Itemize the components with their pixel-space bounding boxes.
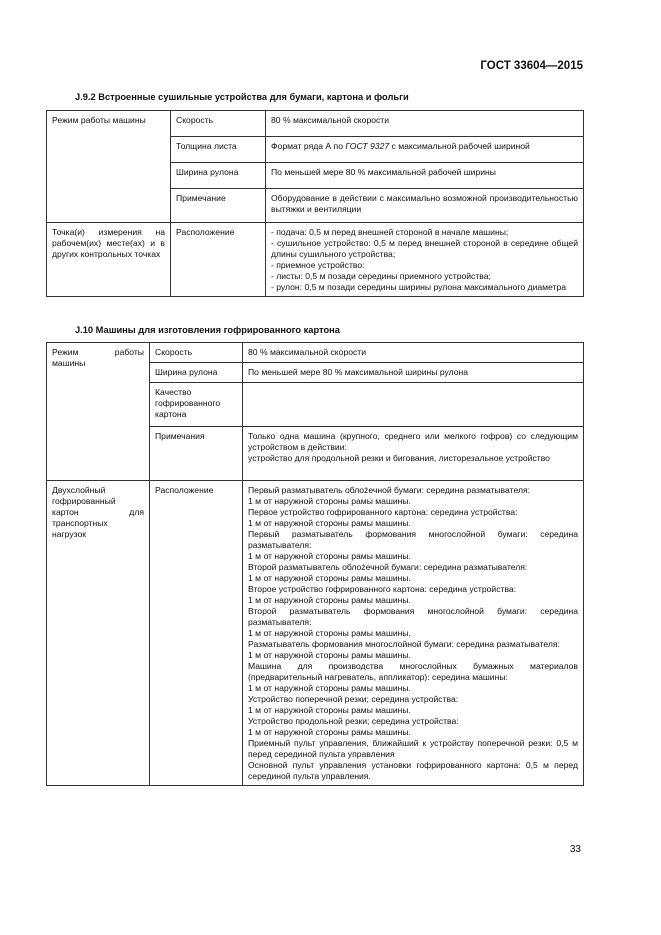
note-text: Только одна машина (крупного, среднего или мелкого гофров) со следующим устройством в действии: (248, 431, 578, 452)
location-line: 1 м от наружной стороны рамы машины. (248, 650, 411, 660)
document-code: ГОСТ 33604—2015 (480, 60, 583, 72)
location-line: Машина для производства многослойных бумажных материалов (предварительный нагреватель, аппликатор): середина машины: (248, 661, 578, 682)
value-cell (266, 137, 584, 163)
location-line: 1 м от наружной стороны рамы машины. (248, 727, 411, 737)
param-cell: Примечания (150, 427, 243, 481)
location-line: Приемный пульт управления, ближайший к устройству поперечной резки: 0,5 м перед серединой пульта управления (248, 738, 578, 759)
location-line: 1 м от наружной стороны рамы машины. (248, 496, 411, 506)
value-cell: По меньшей мере 80 % максимальной ширины рулона (243, 363, 584, 383)
location-cell (243, 481, 584, 786)
table-row (47, 481, 584, 786)
location-line: Первое устройство гофрированного картона: середина устройства: (248, 507, 518, 517)
table-row (47, 111, 584, 137)
points-cell: Двухслойный гофрированный картон для транспортных нагрузок (47, 481, 150, 786)
location-line: 1 м от наружной стороны рамы машины. (248, 551, 411, 561)
location-line: Второе устройство гофрированного картона: середина устройства: (248, 584, 517, 594)
param-cell: Примечание (171, 189, 266, 223)
param-cell: Скорость (150, 343, 243, 363)
location-line: Второй разматыватель формования многослойной бумаги: середина разматывателя: (248, 606, 578, 627)
section-title-j92: J.9.2 Встроенные сушильные устройства для бумаги, картона и фольги (75, 92, 409, 102)
location-line: Устройство продольной резки; середина устройства: (248, 716, 459, 726)
table-j92 (46, 110, 584, 297)
location-line: - подача: 0,5 м перед внешней стороной в начале машины; (271, 227, 509, 237)
param-cell: Ширина рулона (171, 163, 266, 189)
mode-cell: Режим работы машины (47, 343, 150, 481)
value-text: Формат ряда А по (271, 141, 346, 151)
section-title-j10: J.10 Машины для изготовления гофрированного картона (75, 325, 340, 335)
location-line: Первый разматыватель формования многослойной бумаги: середина разматывателя: (248, 529, 578, 550)
location-line: 1 м от наружной стороны рамы машины. (248, 518, 411, 528)
value-cell: Оборудование в действии с максимально возможной производительностью вытяжки и вентиляции (266, 189, 584, 223)
location-line: Основной пульт управления установки гофрированного картона: 0,5 м перед серединой пульта управления. (248, 760, 578, 781)
mode-cell: Режим работы машины (47, 111, 171, 223)
page-number: 33 (569, 844, 581, 855)
param-cell: Ширина рулона (150, 363, 243, 383)
value-cell: 80 % максимальной скорости (243, 343, 584, 363)
standard-reference: ГОСТ 9327 (345, 141, 390, 151)
location-line: 1 м от наружной стороны рамы машины. (248, 705, 411, 715)
value-cell (243, 427, 584, 481)
table-row (47, 223, 584, 297)
param-cell: Качество гофрированного картона (150, 383, 243, 427)
note-text: устройство для продольной резки и бигования, листорезальное устройство (248, 453, 550, 463)
location-line: 1 м от наружной стороны рамы машины. (248, 683, 411, 693)
location-line: - листы: 0,5 м позади середины приемного устройства; (271, 271, 491, 281)
location-cell (266, 223, 584, 297)
points-cell: Точка(и) измерения на рабочем(их) месте(ах) и в других контрольных точках (47, 223, 171, 297)
value-cell: По меньшей мере 80 % максимальной рабочей ширины (266, 163, 584, 189)
location-line: Второй разматыватель облоżечной бумаги: середина разматывателя: (248, 562, 528, 572)
param-cell: Скорость (171, 111, 266, 137)
location-line: 1 м от наружной стороны рамы машины. (248, 595, 411, 605)
table-row (47, 343, 584, 363)
location-line: - рулон: 0,5 м позади середины ширины рулона максимального диаметра (271, 282, 567, 292)
table-j10 (46, 342, 584, 786)
param-cell: Расположение (150, 481, 243, 786)
location-line: Устройство поперечной резки; середина устройства: (248, 694, 459, 704)
value-cell (243, 383, 584, 427)
value-text: с максимальной рабочей шириной (389, 141, 530, 151)
location-line: 1 м от наружной стороны рамы машины. (248, 628, 411, 638)
param-cell: Толщина листа (171, 137, 266, 163)
location-line: - сушильное устройство: 0,5 м перед внешней стороной в середине общей длины сушильного устройства; (271, 238, 578, 259)
location-line: Первый разматыватель облożечной бумаги: середина разматывателя: (248, 485, 531, 495)
value-cell: 80 % максимальной скорости (266, 111, 584, 137)
location-line: 1 м от наружной стороны рамы машины. (248, 573, 411, 583)
location-line: Разматыватель формования многослойной бумаги: середина разматывателя: (248, 639, 560, 649)
param-cell: Расположение (171, 223, 266, 297)
location-line: - приемное устройство: (271, 260, 365, 270)
